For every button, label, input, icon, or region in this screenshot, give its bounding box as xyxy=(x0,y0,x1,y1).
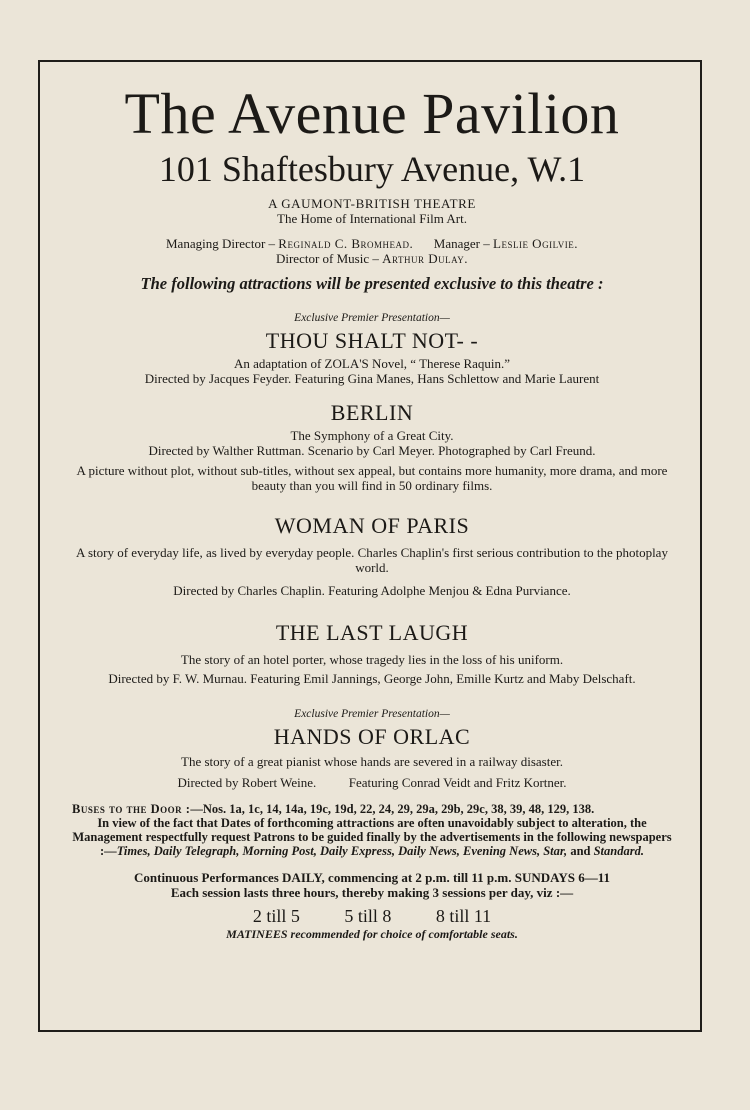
performance-times xyxy=(72,870,672,942)
matinees-label: MATINEES xyxy=(226,927,288,941)
film-description: The story of an hotel porter, whose tragedy lies in the loss of his uniform. xyxy=(180,652,564,667)
manager-label: Manager – xyxy=(433,236,490,251)
bus-and-dates-notice xyxy=(72,802,672,858)
session-times xyxy=(72,906,672,927)
film-title: THE LAST LAUGH xyxy=(275,620,469,645)
film-description: An adaptation of ZOLA'S Novel, “ Therese Raquin.” xyxy=(233,356,511,371)
film-thou-shalt-not xyxy=(72,312,672,386)
theatre-address: 101 Shaftesbury Avenue, W.1 xyxy=(158,149,586,189)
theatre-motto: The Home of International Film Art. xyxy=(277,211,467,226)
exclusive-label: Exclusive Premier Presentation— xyxy=(294,312,450,324)
managing-director-label: Managing Director – xyxy=(166,236,276,251)
newspapers: Times, Daily Telegraph, Morning Post, Daily Express, Daily News, Evening News, Star, xyxy=(116,844,568,858)
film-description: The Symphony of a Great City. xyxy=(290,428,454,443)
film-the-last-laugh xyxy=(72,620,672,686)
theatre-subtitle: A GAUMONT-BRITISH THEATRE xyxy=(268,196,476,211)
music-director-name: Arthur Dulay. xyxy=(382,251,469,266)
session-time-1: 2 till 5 xyxy=(252,906,300,926)
tagline: The following attractions will be presented exclusive to this theatre : xyxy=(140,274,604,293)
film-credits: Directed by Walther Ruttman. Scenario by Carl Meyer. Photographed by Carl Freund. xyxy=(148,443,596,458)
manager-name: Leslie Ogilvie. xyxy=(493,236,578,251)
matinees-note: MATINEES recommended for choice of comfortable seats. xyxy=(226,927,518,941)
bus-numbers: —Nos. 1a, 1c, 14, 14a, 19c, 19d, 22, 24, 29, 29a, 29b, 29c, 38, 39, 48, 129, 138. xyxy=(190,802,595,816)
film-woman-of-paris xyxy=(72,513,672,598)
managing-director-name: Reginald C. Bromhead. xyxy=(278,236,414,251)
newspaper-standard: Standard. xyxy=(593,844,644,858)
exclusive-label: Exclusive Premier Presentation— xyxy=(294,708,450,720)
continuous-performances: Continuous Performances DAILY, commencing at 2 p.m. till 11 p.m. SUNDAYS 6—11 xyxy=(134,870,610,885)
dates-notice: In view of the fact that Dates of forthcoming attractions are often unavoidably subject to alteration, the Management respectfully request Patrons to be guided finally by the advertisements in the following newspapers :—Times, Daily Telegraph, Morning Post, Daily Express, Daily News, Evening News, Star, and Standard. xyxy=(72,816,672,858)
programme-content xyxy=(38,60,702,1032)
film-title: HANDS OF ORLAC xyxy=(273,724,471,749)
film-synopsis: A picture without plot, without sub-titles, without sex appeal, but contains more humanity, more drama, and more beauty than you will find in 50 ordinary films. xyxy=(76,463,668,493)
film-credits: Directed by Charles Chaplin. Featuring Adolphe Menjou & Edna Purviance. xyxy=(173,583,571,598)
staff-line-1 xyxy=(72,236,672,251)
film-credits: Directed by F. W. Murnau. Featuring Emil Jannings, George John, Emille Kurtz and Maby Delschaft. xyxy=(108,671,636,686)
film-credits: Directed by Robert Weine. Featuring Conrad Veidt and Fritz Kortner. xyxy=(177,775,567,790)
page-title: The Avenue Pavilion xyxy=(124,81,620,146)
music-director-label: Director of Music – xyxy=(275,251,379,266)
session-time-2: 5 till 8 xyxy=(344,906,392,926)
film-description: The story of a great pianist whose hands are severed in a railway disaster. xyxy=(181,754,563,769)
buses-label: Buses to the Door : xyxy=(72,802,191,816)
film-title: WOMAN OF PARIS xyxy=(274,513,470,538)
film-title: BERLIN xyxy=(330,400,414,425)
staff-line-2 xyxy=(72,251,672,266)
dates-text: In view of the fact that Dates of forthcoming attractions are often unavoidably subject to alteration, the Management respectfully request Patrons to be guided finally by the advertisements in the following newspapers :— xyxy=(72,816,672,858)
film-description: A story of everyday life, as lived by everyday people. Charles Chaplin's first serious contribution to the photoplay world. xyxy=(76,545,668,575)
session-info: Each session lasts three hours, thereby making 3 sessions per day, viz :— xyxy=(170,885,574,900)
film-credits: Directed by Jacques Feyder. Featuring Gina Manes, Hans Schlettow and Marie Laurent xyxy=(144,371,600,386)
buses-line xyxy=(72,802,672,816)
film-berlin xyxy=(72,400,672,493)
film-title: THOU SHALT NOT- - xyxy=(265,328,479,353)
film-hands-of-orlac xyxy=(72,708,672,790)
session-time-3: 8 till 11 xyxy=(435,906,492,926)
